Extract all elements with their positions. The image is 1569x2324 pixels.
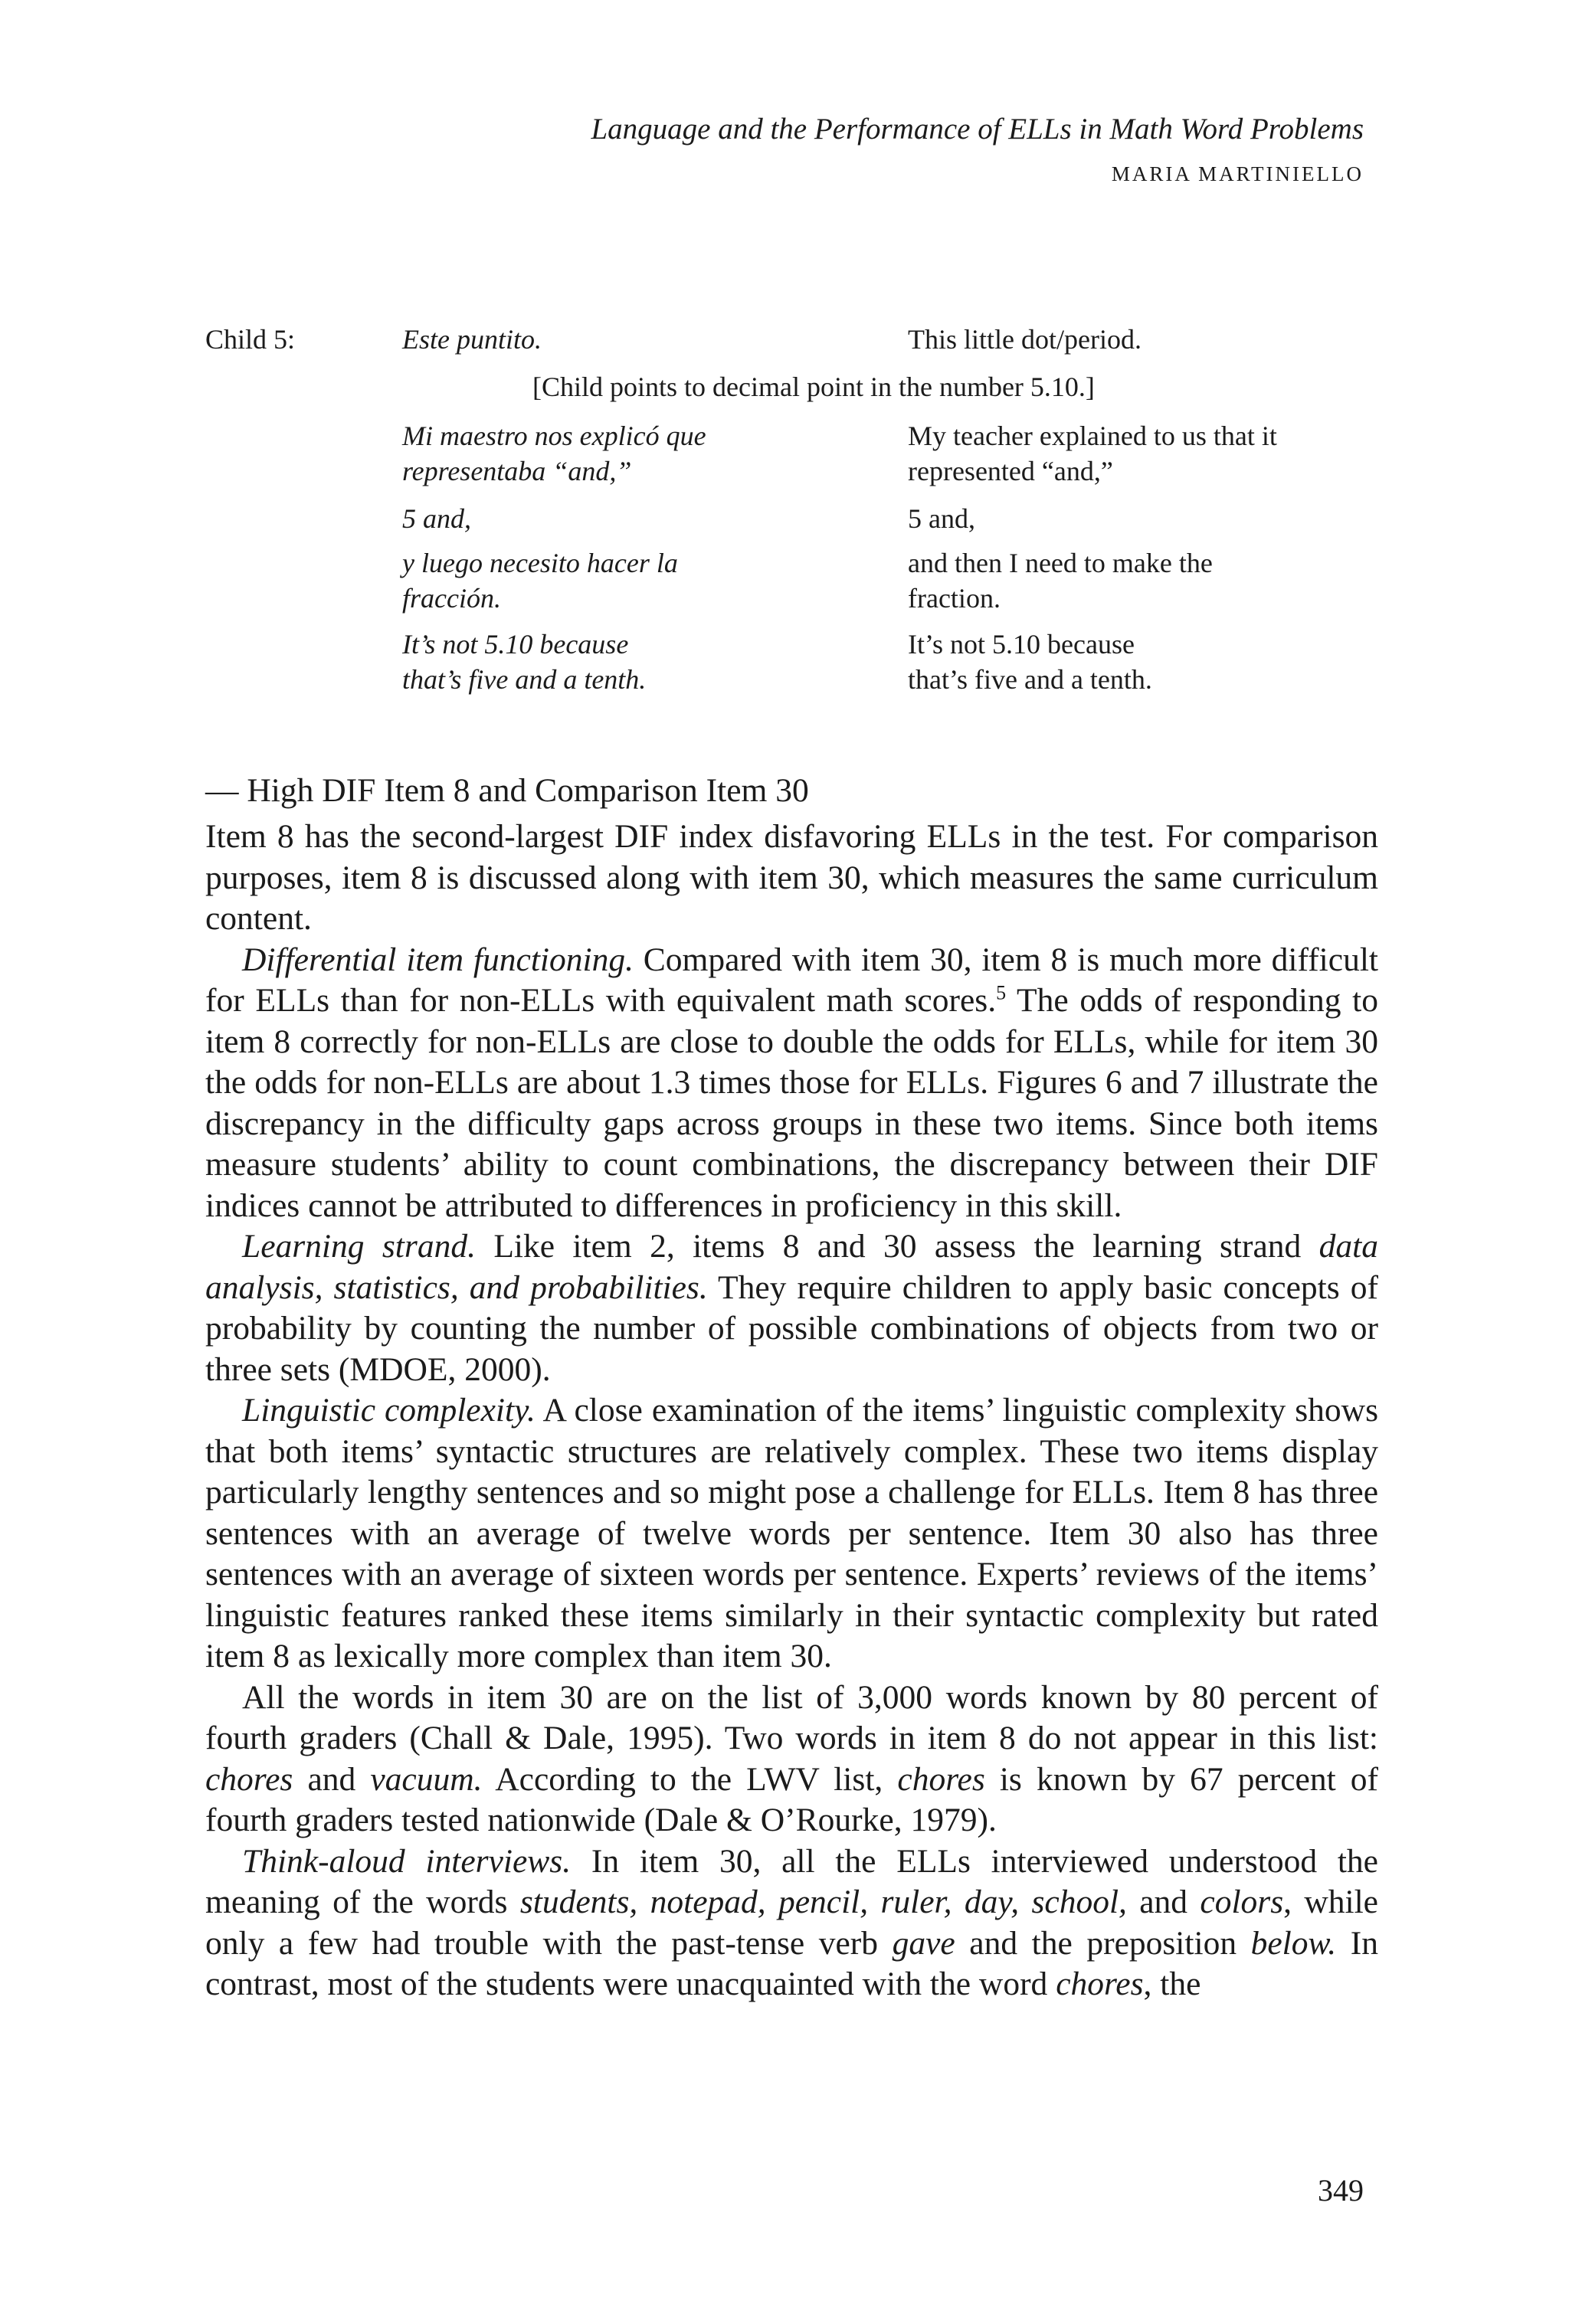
transcript-stage-note: [Child points to decimal point in the number 5.10.] bbox=[532, 372, 1095, 402]
footnote-marker: 5 bbox=[996, 981, 1007, 1004]
transcript-english-line: This little dot/period. bbox=[908, 324, 1142, 355]
transcript-english-line: represented “and,” bbox=[908, 456, 1113, 486]
transcript-english-line: that’s five and a tenth. bbox=[908, 664, 1152, 695]
transcript-spanish-line: 5 and, bbox=[402, 503, 471, 534]
transcript-english-line: fraction. bbox=[908, 583, 1001, 614]
paragraph: Linguistic complexity. A close examination of the items’ linguistic complexity shows that both items’ syntactic structures are relatively complex. These two items display particularly lengthy sentences and so might pose a challenge for ELLs. Item 8 has three sentences with an average of twelve words per sentence. Item 30 also has three sentences with an average of sixteen words per sentence. Experts’ reviews of the items’ linguistic features ranked these items similarly in their syntactic complexity but rated item 8 as lexically more complex than item 30. bbox=[205, 1392, 1379, 1674]
body-text bbox=[205, 817, 1378, 2005]
transcript-english-line: My teacher explained to us that it bbox=[908, 421, 1277, 451]
transcript-spanish-line: that’s five and a tenth. bbox=[402, 664, 647, 695]
run-in-heading: Think-aloud interviews. bbox=[242, 1842, 572, 1880]
transcript-spanish-line: It’s not 5.10 because bbox=[402, 629, 629, 660]
run-in-heading: Differential item functioning. bbox=[242, 941, 634, 978]
paragraph: Differential item functioning. Compared with item 30, item 8 is much more difficult for ELLs than for non-ELLs with equivalent math scores.$^5$ The odds of responding to item 8 correctly for non-ELLs are close to double the odds for ELLs, while for item 30 the odds for non-ELLs are about 1.3 times those for ELLs. Figures 6 and 7 illustrate the discrepancy in the difficulty gaps across groups in these two items. Since both items measure students’ ability to count combinations, the discrepancy between their DIF indices cannot be attributed to differences in proficiency in this skill. bbox=[205, 941, 1379, 1224]
page-number: 349 bbox=[1318, 2173, 1364, 2208]
paragraph: Learning strand. Like item 2, items 8 and 30 assess the learning strand data analysis, statistics, and probabilities. They require children to apply basic concepts of probability by counting the number of possible combinations of objects from two or three sets (MDOE, 2000). bbox=[205, 1228, 1378, 1388]
run-in-heading: Learning strand. bbox=[242, 1228, 476, 1265]
paragraph: Think-aloud interviews. In item 30, all the ELLs interviewed understood the meaning of the words students, notepad, pencil, ruler, day, school, and colors, while only a few had trouble with the past-tense verb gave and the preposition below. In contrast, most of the students were unacquainted with the word chores, the bbox=[205, 1842, 1378, 2002]
transcript-spanish-line: representaba “and,” bbox=[402, 456, 632, 486]
section-heading: — High DIF Item 8 and Comparison Item 30 bbox=[205, 772, 809, 809]
transcript-spanish-line: Mi maestro nos explicó que bbox=[402, 421, 706, 451]
transcript-english-line: and then I need to make the bbox=[908, 548, 1213, 578]
transcript-spanish-line: Este puntito. bbox=[402, 324, 542, 355]
running-head-author: MARIA MARTINIELLO bbox=[1111, 162, 1364, 185]
transcript-english-line: 5 and, bbox=[908, 503, 975, 534]
transcript-spanish-line: y luego necesito hacer la bbox=[402, 548, 678, 578]
paragraph: All the words in item 30 are on the list of 3,000 words known by 80 percent of fourth graders (Chall & Dale, 1995). Two words in item 8 do not appear in this list: chores and vacuum. According to the LWV list, chores is known by 67 percent of fourth graders tested nationwide (Dale & O’Rourke, 1979). bbox=[205, 1678, 1378, 1838]
transcript-spanish-line: fracción. bbox=[402, 583, 501, 614]
running-head-title: Language and the Performance of ELLs in Math Word Problems bbox=[591, 113, 1364, 146]
paragraph: Item 8 has the second-largest DIF index disfavoring ELLs in the test. For comparison purposes, item 8 is discussed along with item 30, which measures the same curriculum content. bbox=[205, 818, 1378, 937]
run-in-heading: Linguistic complexity. bbox=[242, 1392, 536, 1429]
transcript-english-line: It’s not 5.10 because bbox=[908, 629, 1135, 660]
transcript-speaker: Child 5: bbox=[205, 324, 296, 355]
